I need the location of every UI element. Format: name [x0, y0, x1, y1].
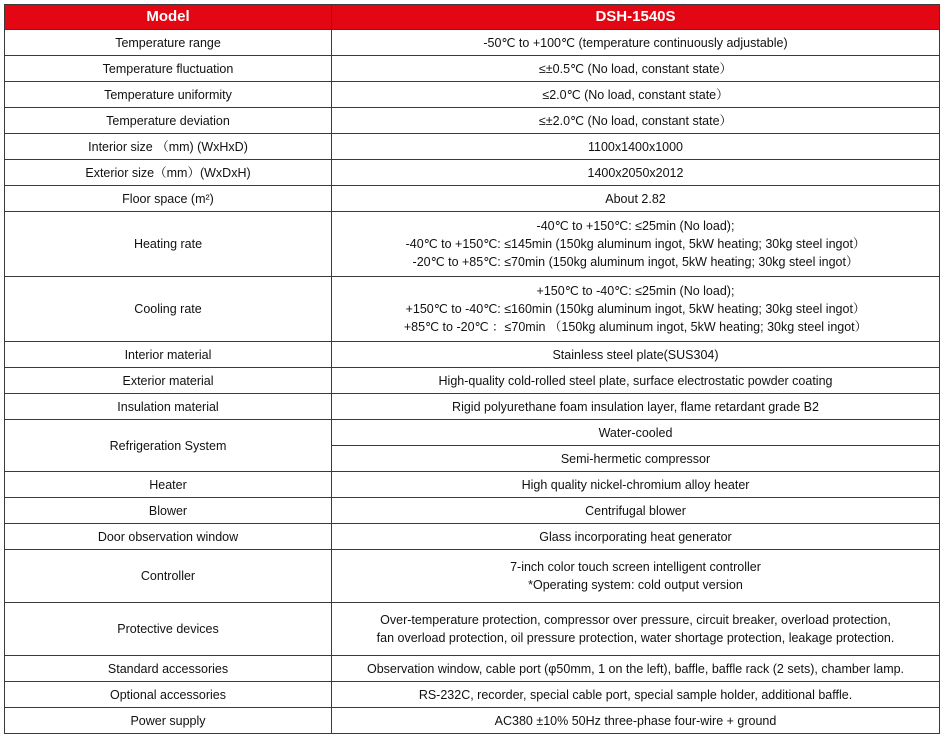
row-heater [5, 472, 940, 498]
row-controller [5, 550, 940, 603]
row-temperature-deviation [5, 108, 940, 134]
row-value [332, 212, 940, 277]
row-floor-space [5, 186, 940, 212]
row-insulation-material [5, 394, 940, 420]
row-label: Heating rate [5, 212, 332, 277]
row-label: Temperature fluctuation [5, 56, 332, 82]
spec-table [4, 4, 940, 734]
row-interior-size [5, 134, 940, 160]
row-blower [5, 498, 940, 524]
row-heating-rate [5, 212, 940, 277]
row-value [332, 603, 940, 656]
row-label: Floor space (m²) [5, 186, 332, 212]
row-label: Protective devices [5, 603, 332, 656]
row-value: 1100x1400x1000 [332, 134, 940, 160]
row-value: AC380 ±10% 50Hz three-phase four-wire + ground [332, 708, 940, 734]
table-header-row [5, 5, 940, 30]
value-line: +150℃ to -40℃: ≤160min (150kg aluminum ingot, 5kW heating; 30kg steel ingot） [405, 302, 866, 316]
row-value: ≤±0.5℃ (No load, constant state） [332, 56, 940, 82]
value-line: Over-temperature protection, compressor over pressure, circuit breaker, overload protection, [380, 613, 891, 627]
row-value: About 2.82 [332, 186, 940, 212]
row-label: Door observation window [5, 524, 332, 550]
row-value: -50℃ to +100℃ (temperature continuously adjustable) [332, 30, 940, 56]
value-line: +150℃ to -40℃: ≤25min (No load); [536, 284, 735, 298]
row-label: Exterior material [5, 368, 332, 394]
row-refrigeration-system [5, 420, 940, 446]
row-label: Temperature deviation [5, 108, 332, 134]
row-temperature-uniformity [5, 82, 940, 108]
row-temperature-fluctuation [5, 56, 940, 82]
row-cooling-rate [5, 277, 940, 342]
value-line: *Operating system: cold output version [528, 578, 743, 592]
row-value: Centrifugal blower [332, 498, 940, 524]
row-label: Optional accessories [5, 682, 332, 708]
row-label: Standard accessories [5, 656, 332, 682]
row-label: Temperature range [5, 30, 332, 56]
row-optional-accessories [5, 682, 940, 708]
row-value: RS-232C, recorder, special cable port, special sample holder, additional baffle. [332, 682, 940, 708]
row-label: Exterior size（mm）(WxDxH) [5, 160, 332, 186]
row-exterior-size [5, 160, 940, 186]
header-label: Model [5, 5, 332, 30]
row-power-supply [5, 708, 940, 734]
value-line: fan overload protection, oil pressure protection, water shortage protection, leakage protection. [376, 631, 895, 645]
row-value: ≤2.0℃ (No load, constant state） [332, 82, 940, 108]
row-value [332, 277, 940, 342]
row-label: Power supply [5, 708, 332, 734]
row-interior-material [5, 342, 940, 368]
header-model: DSH-1540S [332, 5, 940, 30]
value-line: 7-inch color touch screen intelligent controller [510, 560, 761, 574]
row-label: Controller [5, 550, 332, 603]
row-exterior-material [5, 368, 940, 394]
row-value: Water-cooled [332, 420, 940, 446]
row-label: Cooling rate [5, 277, 332, 342]
row-value: ≤±2.0℃ (No load, constant state） [332, 108, 940, 134]
row-protective-devices [5, 603, 940, 656]
row-label: Refrigeration System [5, 420, 332, 472]
row-value: Stainless steel plate(SUS304) [332, 342, 940, 368]
row-value: Rigid polyurethane foam insulation layer, flame retardant grade B2 [332, 394, 940, 420]
row-temperature-range [5, 30, 940, 56]
row-value: Glass incorporating heat generator [332, 524, 940, 550]
row-value: High quality nickel-chromium alloy heater [332, 472, 940, 498]
row-value: Observation window, cable port (φ50mm, 1 on the left), baffle, baffle rack (2 sets), chamber lamp. [332, 656, 940, 682]
value-line: -40℃ to +150℃: ≤145min (150kg aluminum ingot, 5kW heating; 30kg steel ingot） [405, 237, 866, 251]
row-label: Interior material [5, 342, 332, 368]
value-line: +85℃ to -20℃ ：≤70min （150kg aluminum ingot, 5kW heating; 30kg steel ingot） [403, 320, 868, 334]
row-value [332, 550, 940, 603]
row-value: High-quality cold-rolled steel plate, surface electrostatic powder coating [332, 368, 940, 394]
row-label: Interior size （mm) (WxHxD) [5, 134, 332, 160]
value-line: -20℃ to +85℃: ≤70min (150kg aluminum ingot, 5kW heating; 30kg steel ingot） [412, 255, 859, 269]
row-label: Blower [5, 498, 332, 524]
row-door-observation-window [5, 524, 940, 550]
row-label: Heater [5, 472, 332, 498]
row-value: Semi-hermetic compressor [332, 446, 940, 472]
row-value: 1400x2050x2012 [332, 160, 940, 186]
row-standard-accessories [5, 656, 940, 682]
row-label: Insulation material [5, 394, 332, 420]
row-label: Temperature uniformity [5, 82, 332, 108]
value-line: -40℃ to +150℃: ≤25min (No load); [536, 219, 735, 233]
